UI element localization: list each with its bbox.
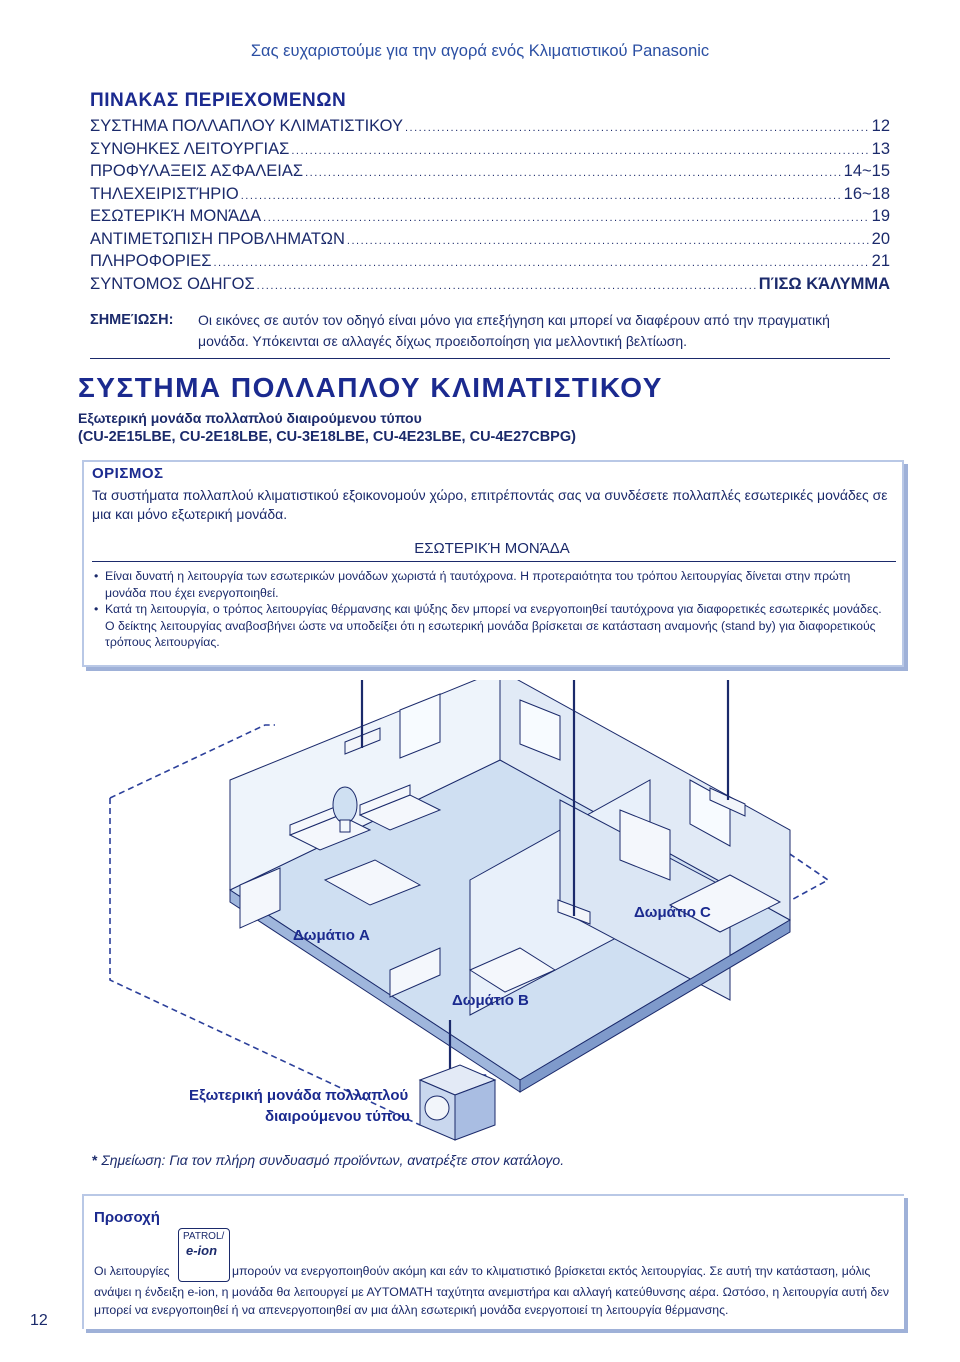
model-list: (CU-2E15LBE, CU-2E18LBE, CU-3E18LBE, CU-4E23LBE, CU-4E27CBPG): [78, 429, 576, 445]
bullet-item: • Είναι δυνατή η λειτουργία των εσωτερικών μονάδων χωριστά ή ταυτόχρονα. Η προτεραιότητα του τρόπου λειτουργίας δίνεται στην πρώτη μονάδα που έχει ενεργοποιηθεί.: [92, 568, 892, 601]
toc-item-page: 12: [871, 117, 890, 135]
toc-leader-dots: [405, 122, 870, 134]
patrol-badge-top: PATROL/: [183, 1231, 225, 1242]
toc-leader-dots: [214, 257, 870, 269]
patrol-badge-main: e-ion: [186, 1243, 218, 1258]
toc-item[interactable]: [90, 117, 890, 140]
toc-item-page: 13: [871, 139, 890, 158]
bullet-item: • Κατά τη λειτουργία, ο τρόπος λειτουργίας θέρμανσης και ψύξης δεν μπορεί να ενεργοποιηθεί ταυτόχρονα για διαφορετικές εσωτερικές μονάδες. Ο δείκτης λειτουργίας αναβοσβήνει ώστε να υποδείξει ότι η εσωτερική μονάδα βρίσκεται σε κατάσταση αναμονής (stand by) για διαφορετικούς τρόπους λειτουργίας.: [92, 601, 892, 651]
room-b-label: Δωμάτιο B: [452, 992, 529, 1009]
note-box: [90, 310, 890, 359]
caution-text-body: ανάψει η ένδειξη e-ion, η μονάδα θα λειτουργεί με ΑΥΤΟΜΑΤΗ ταχύτητα ανεμιστήρα και αλλαγή κατεύθυνσης αέρα. Ωστόσο, η λειτουργία αυτή δεν μπορεί να ενεργοποιηθεί ή να απενεργοποιηθεί αν μια άλλη εσωτερική μονάδα ενεργοποιεί τη λειτουργία θέρμανσης.: [94, 1285, 890, 1317]
patrol-eion-badge-icon: [178, 1228, 230, 1282]
caution-title: Προσοχή: [94, 1209, 160, 1226]
toc-item-page: 21: [871, 252, 890, 270]
footnote: [92, 1152, 564, 1168]
toc-item-label: ΣΥΝΤΟΜΟΣ ΟΔΗΓΟΣ: [90, 274, 255, 293]
toc-leader-dots: [305, 167, 842, 179]
toc-item-label: ΣΥΣΤΗΜΑ ΠΟΛΛΑΠΛΟΥ ΚΛΙΜΑΤΙΣΤΙΚΟΥ: [90, 117, 403, 135]
caution-text-start: Οι λειτουργίες: [94, 1264, 170, 1278]
toc-leader-dots: [257, 280, 757, 292]
toc-item[interactable]: [90, 230, 890, 253]
toc-item[interactable]: [90, 252, 890, 275]
thanks-header: Σας ευχαριστούμε για την αγορά ενός Κλιματιστικού Panasonic: [250, 42, 710, 60]
toc-item-label: ΕΣΩΤΕΡΙΚΉ ΜΟΝΆΔΑ: [90, 207, 262, 225]
note-line-2: μονάδα. Υπόκεινται σε αλλαγές δίχως προειδοποίηση για μελλοντική βελτίωση.: [198, 333, 688, 349]
section-subtitle: Εξωτερική μονάδα πολλαπλού διαιρούμενου τύπου: [78, 410, 422, 426]
page-number: 12: [30, 1312, 48, 1329]
toc-leader-dots: [263, 212, 869, 224]
toc-leader-dots: [291, 145, 869, 157]
caution-text-continued: μπορούν να ενεργοποιηθούν ακόμη και εάν το κλιματιστικό βρίσκεται εκτός λειτουργίας. Σε αυτή την κατάσταση, μόλις: [232, 1264, 871, 1278]
toc-title: ΠΙΝΑΚΑΣ ΠΕΡΙΕΧΟΜΕΝΩΝ: [90, 90, 347, 111]
divider: [92, 561, 896, 562]
toc-leader-dots: [241, 190, 842, 202]
definition-title: ΟΡΙΣΜΟΣ: [92, 465, 164, 482]
toc-item-page: 20: [871, 229, 890, 248]
toc-item-page: 14~15: [843, 162, 890, 180]
toc-item[interactable]: [90, 207, 890, 230]
note-line-1: Οι εικόνες σε αυτόν τον οδηγό είναι μόνο για επεξήγηση και μπορεί να διαφέρουν από την πραγματική: [198, 312, 830, 328]
table-of-contents: [90, 117, 890, 297]
room-a-label: Δωμάτιο A: [293, 927, 370, 944]
toc-item[interactable]: [90, 185, 890, 208]
toc-item-label: ΣΥΝΘΗΚΕΣ ΛΕΙΤΟΥΡΓΙΑΣ: [90, 139, 290, 158]
definition-text: Τα συστήματα πολλαπλού κλιματιστικού εξοικονομούν χώρο, επιτρέποντάς σας να συνδέσετε πολλαπλές εσωτερικές μονάδες σε μια και μόνο εξωτερική μονάδα.: [92, 487, 888, 522]
indoor-unit-bullets: [92, 568, 892, 651]
toc-item-page: 16~18: [843, 184, 890, 203]
toc-item-label: ΤΗΛΕΧΕΙΡΙΣΤΉΡΙΟ: [90, 184, 239, 203]
toc-item-page: ΠΊΣΩ ΚΆΛΥΜΜΑ: [758, 274, 890, 293]
section-title: ΣΥΣΤΗΜΑ ΠΟΛΛΑΠΛΟΥ ΚΛΙΜΑΤΙΣΤΙΚΟΥ: [78, 372, 663, 403]
toc-item[interactable]: [90, 162, 890, 185]
indoor-unit-heading: ΕΣΩΤΕΡΙΚΉ ΜΟΝΆΔΑ: [414, 540, 570, 557]
outdoor-unit-label-2: διαιρούμενου τύπου: [265, 1108, 410, 1125]
toc-item-label: ΠΡΟΦΥΛΑΞΕΙΣ ΑΣΦΑΛΕΙΑΣ: [90, 162, 304, 180]
note-label: ΣΗΜΕΊΩΣΗ:: [90, 312, 174, 328]
toc-item[interactable]: [90, 275, 890, 298]
toc-item-label: ΑΝΤΙΜΕΤΩΠΙΣΗ ΠΡΟΒΛΗΜΑΤΩΝ: [90, 229, 345, 248]
footnote-text: Σημείωση: Για τον πλήρη συνδυασμό προϊόντων, ανατρέξτε στον κατάλογο.: [101, 1152, 565, 1168]
toc-leader-dots: [347, 235, 870, 247]
toc-item-page: 19: [871, 207, 890, 225]
room-c-label: Δωμάτιο C: [634, 904, 711, 921]
outdoor-unit-label-1: Εξωτερική μονάδα πολλαπλού: [189, 1087, 409, 1104]
house-illustration: [90, 680, 890, 1150]
outdoor-unit: [420, 1065, 495, 1140]
toc-item[interactable]: [90, 140, 890, 163]
footnote-star: *: [92, 1152, 98, 1168]
toc-item-label: ΠΛΗΡΟΦΟΡΙΕΣ: [90, 252, 212, 270]
